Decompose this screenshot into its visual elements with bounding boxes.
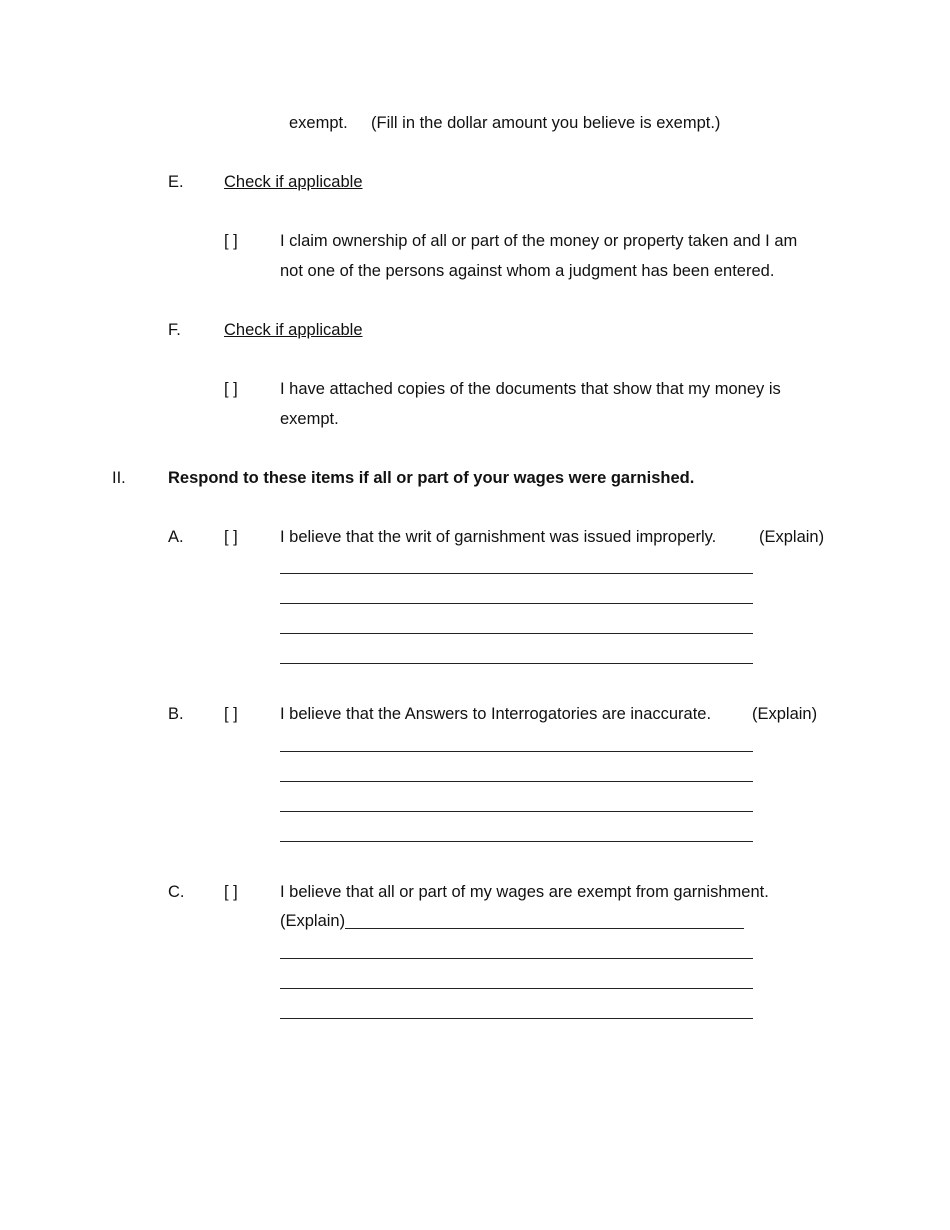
item-c-explain-line-3[interactable] [280, 988, 753, 989]
section-f-text-line1: I have attached copies of the documents that show that my money is [280, 380, 781, 398]
item-a-explain-line-1[interactable] [280, 573, 753, 574]
item-b-letter: B. [168, 705, 184, 723]
item-a-letter: A. [168, 528, 184, 546]
item-c-explain-line-4[interactable] [280, 1018, 753, 1019]
item-a-explain-line-4[interactable] [280, 663, 753, 664]
item-b-explain-line-2[interactable] [280, 781, 753, 782]
item-c-checkbox[interactable]: [ ] [224, 883, 238, 901]
item-c-letter: C. [168, 883, 185, 901]
item-b-checkbox[interactable]: [ ] [224, 705, 238, 723]
section-e-text-line1: I claim ownership of all or part of the money or property taken and I am [280, 232, 798, 250]
item-b-explain-line-3[interactable] [280, 811, 753, 812]
item-b-explain-label: (Explain) [752, 705, 818, 723]
item-a-checkbox[interactable]: [ ] [224, 528, 238, 546]
item-a-explain-label: (Explain) [759, 528, 825, 546]
section-e-text-line2: not one of the persons against whom a judgment has been entered. [280, 262, 775, 280]
section-f-checkbox[interactable]: [ ] [224, 380, 238, 398]
item-a-explain-line-2[interactable] [280, 603, 753, 604]
item-a-text: I believe that the writ of garnishment was issued improperly. [280, 528, 717, 546]
item-b-explain-line-4[interactable] [280, 841, 753, 842]
exempt-continuation: exempt. [289, 114, 348, 132]
item-c-explain-line-2[interactable] [280, 958, 753, 959]
section-f-heading: Check if applicable [224, 321, 363, 339]
section-ii-heading: Respond to these items if all or part of your wages were garnished. [168, 469, 695, 487]
item-c-text: I believe that all or part of my wages are exempt from garnishment. [280, 883, 769, 901]
section-e-checkbox[interactable]: [ ] [224, 232, 238, 250]
section-e-heading: Check if applicable [224, 173, 363, 191]
section-ii-numeral: II. [112, 469, 126, 487]
exempt-amount-note: (Fill in the dollar amount you believe is exempt.) [371, 114, 721, 132]
item-b-explain-line-1[interactable] [280, 751, 753, 752]
section-e-letter: E. [168, 173, 184, 191]
section-f-letter: F. [168, 321, 181, 339]
item-b-text: I believe that the Answers to Interrogatories are inaccurate. [280, 705, 712, 723]
item-c-explain-label: (Explain) [280, 912, 346, 930]
section-f-text-line2: exempt. [280, 410, 339, 428]
item-a-explain-line-3[interactable] [280, 633, 753, 634]
item-c-explain-line-1[interactable] [345, 928, 744, 929]
